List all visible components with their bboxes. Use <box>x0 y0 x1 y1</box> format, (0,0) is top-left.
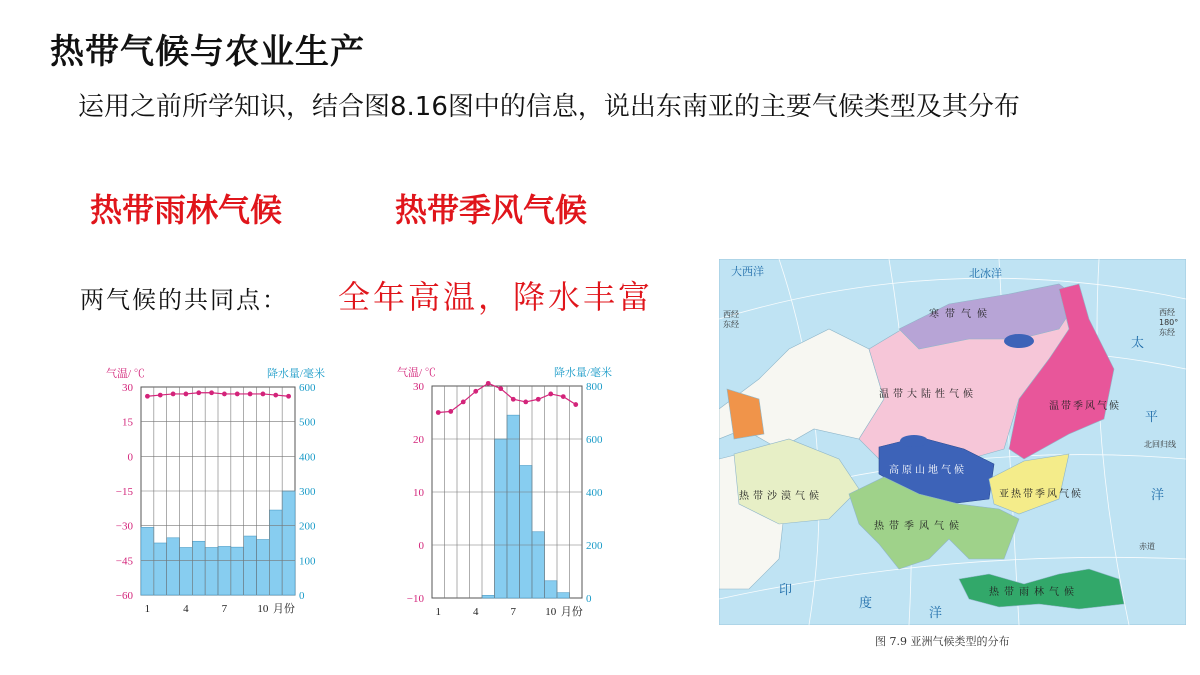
precip-bar <box>507 415 520 598</box>
precip-bar <box>231 547 244 595</box>
precip-bar <box>545 581 558 598</box>
precip-bar <box>269 510 282 595</box>
map-label-temperate-continental: 温带大陆性气候 <box>879 389 977 400</box>
map-label-plateau: 高原山地气候 <box>889 465 967 476</box>
common-value: 全年高温，降水丰富 <box>338 278 654 316</box>
map-label-lon-west: 西经 <box>723 310 739 319</box>
precip-bar <box>192 541 205 595</box>
x-tick-label: 4 <box>473 606 479 618</box>
precip-tick-label: 200 <box>299 520 316 533</box>
temperature-point <box>196 390 201 395</box>
temp-tick-label: −15 <box>115 486 133 498</box>
climate-chart-rainforest <box>90 360 350 625</box>
temperature-point <box>235 392 240 397</box>
x-tick-label: 7 <box>510 606 516 618</box>
page-subtitle: 运用之前所学知识，结合图8.16图中的信息，说出东南亚的主要气候类型及其分布 <box>78 92 1020 122</box>
temperature-point <box>436 410 441 415</box>
map-lake-baikal <box>1004 334 1034 348</box>
temp-tick-label: 0 <box>127 451 133 464</box>
map-label-tropic: 北回归线 <box>1144 440 1176 449</box>
temperature-point <box>158 393 163 398</box>
precip-bar <box>141 527 154 595</box>
x-tick-label: 10 <box>257 603 269 615</box>
precip-bar <box>154 543 167 595</box>
precip-tick-label: 0 <box>586 593 592 605</box>
x-tick-label: 7 <box>221 603 228 615</box>
map-caption: 图 7.9 亚洲气候类型的分布 <box>875 635 1010 648</box>
map-label-pacific-2: 平 <box>1145 410 1159 425</box>
map-label-indian-3: 洋 <box>929 606 943 621</box>
temp-tick-label: −10 <box>406 593 424 605</box>
map-label-tropical-desert: 热带沙漠气候 <box>739 491 823 502</box>
x-tick-label: 10 <box>545 606 557 618</box>
common-label: 两气候的共同点： <box>80 286 288 314</box>
temperature-point <box>486 381 491 386</box>
climate-monsoon: 热带季风气候 <box>395 191 588 229</box>
temp-axis-label: 气温/ ℃ <box>106 368 145 380</box>
precip-bar <box>520 466 533 599</box>
temperature-point <box>536 397 541 402</box>
temp-tick-label: 0 <box>418 540 424 552</box>
temperature-point <box>573 402 578 407</box>
map-label-lon-east: 东经 <box>723 320 739 329</box>
precip-tick-label: 400 <box>586 487 603 499</box>
temperature-point <box>561 394 566 399</box>
precip-bar <box>218 546 231 595</box>
map-label-equator: 赤道 <box>1139 542 1155 551</box>
x-unit-label: 月份 <box>560 606 583 618</box>
precip-tick-label: 0 <box>299 590 305 602</box>
map-label-pacific-1: 太 <box>1131 336 1145 351</box>
temp-tick-label: 20 <box>413 434 424 446</box>
map-label-pacific-3: 洋 <box>1151 488 1165 503</box>
x-tick-label: 1 <box>144 603 151 615</box>
x-tick-label: 4 <box>183 603 189 615</box>
map-label-180: 180° <box>1159 318 1179 327</box>
map-lake <box>900 435 928 447</box>
map-label-indian-2: 度 <box>859 596 873 611</box>
map-label-indian-1: 印 <box>779 583 793 598</box>
precip-bar <box>205 548 218 595</box>
map-label-tropical-rainforest: 热带雨林气候 <box>989 587 1079 598</box>
temp-tick-label: −45 <box>115 555 133 568</box>
x-unit-label: 月份 <box>272 603 295 615</box>
temperature-point <box>498 386 503 391</box>
map-label-east-180: 东经 <box>1159 328 1175 337</box>
precip-bar <box>557 593 570 598</box>
temp-tick-label: 30 <box>413 381 424 393</box>
map-label-cold: 寒带气候 <box>929 309 993 320</box>
temperature-point <box>184 392 189 397</box>
precip-tick-label: 800 <box>586 381 603 393</box>
precip-tick-label: 400 <box>299 451 316 464</box>
temperature-point <box>145 394 150 399</box>
temp-tick-label: 15 <box>122 416 133 429</box>
x-tick-label: 1 <box>435 606 441 618</box>
map-label-atlantic: 大西洋 <box>731 265 764 278</box>
temperature-point <box>548 392 553 397</box>
temp-axis-label: 气温/ ℃ <box>397 367 436 379</box>
temperature-point <box>448 409 453 414</box>
temp-tick-label: 30 <box>122 382 133 394</box>
temperature-point <box>171 392 176 397</box>
precip-bar <box>495 439 508 598</box>
precip-bar <box>282 491 295 595</box>
precip-bar <box>244 536 257 595</box>
temperature-point <box>461 400 466 405</box>
asia-climate-map <box>719 259 1186 625</box>
temp-tick-label: −30 <box>115 520 133 533</box>
temperature-point <box>209 390 214 395</box>
map-label-west-180: 西经 <box>1159 308 1175 317</box>
precip-tick-label: 300 <box>299 486 316 498</box>
temperature-point <box>222 392 227 397</box>
temperature-point <box>248 392 253 397</box>
precip-tick-label: 100 <box>299 555 316 568</box>
page-title: 热带气候与农业生产 <box>50 32 365 72</box>
precip-bar <box>532 532 545 598</box>
map-label-subtropical-monsoon: 亚热带季风气候 <box>999 489 1083 500</box>
temp-tick-label: −60 <box>115 590 133 602</box>
precip-tick-label: 500 <box>299 416 316 429</box>
climate-rainforest: 热带雨林气候 <box>90 191 283 229</box>
temperature-point <box>523 400 528 405</box>
temperature-point <box>273 393 278 398</box>
map-label-tropical-monsoon: 热带季风气候 <box>874 521 964 532</box>
precip-tick-label: 200 <box>586 540 603 552</box>
temperature-point <box>511 397 516 402</box>
precip-tick-label: 600 <box>299 382 316 394</box>
map-label-temperate-monsoon: 温带季风气候 <box>1049 401 1121 412</box>
climate-chart-monsoon <box>385 358 635 625</box>
temperature-point <box>286 394 291 399</box>
precip-axis-label: 降水量/毫米 <box>553 367 612 379</box>
precip-bar <box>167 538 180 595</box>
temperature-point <box>473 389 478 394</box>
precip-bar <box>482 595 495 598</box>
precip-axis-label: 降水量/毫米 <box>266 368 325 380</box>
map-label-arctic: 北冰洋 <box>969 267 1002 280</box>
temp-tick-label: 10 <box>413 487 424 499</box>
precip-tick-label: 600 <box>586 434 603 446</box>
temperature-point <box>261 392 266 397</box>
precip-bar <box>180 548 193 595</box>
precip-bar <box>257 540 270 595</box>
